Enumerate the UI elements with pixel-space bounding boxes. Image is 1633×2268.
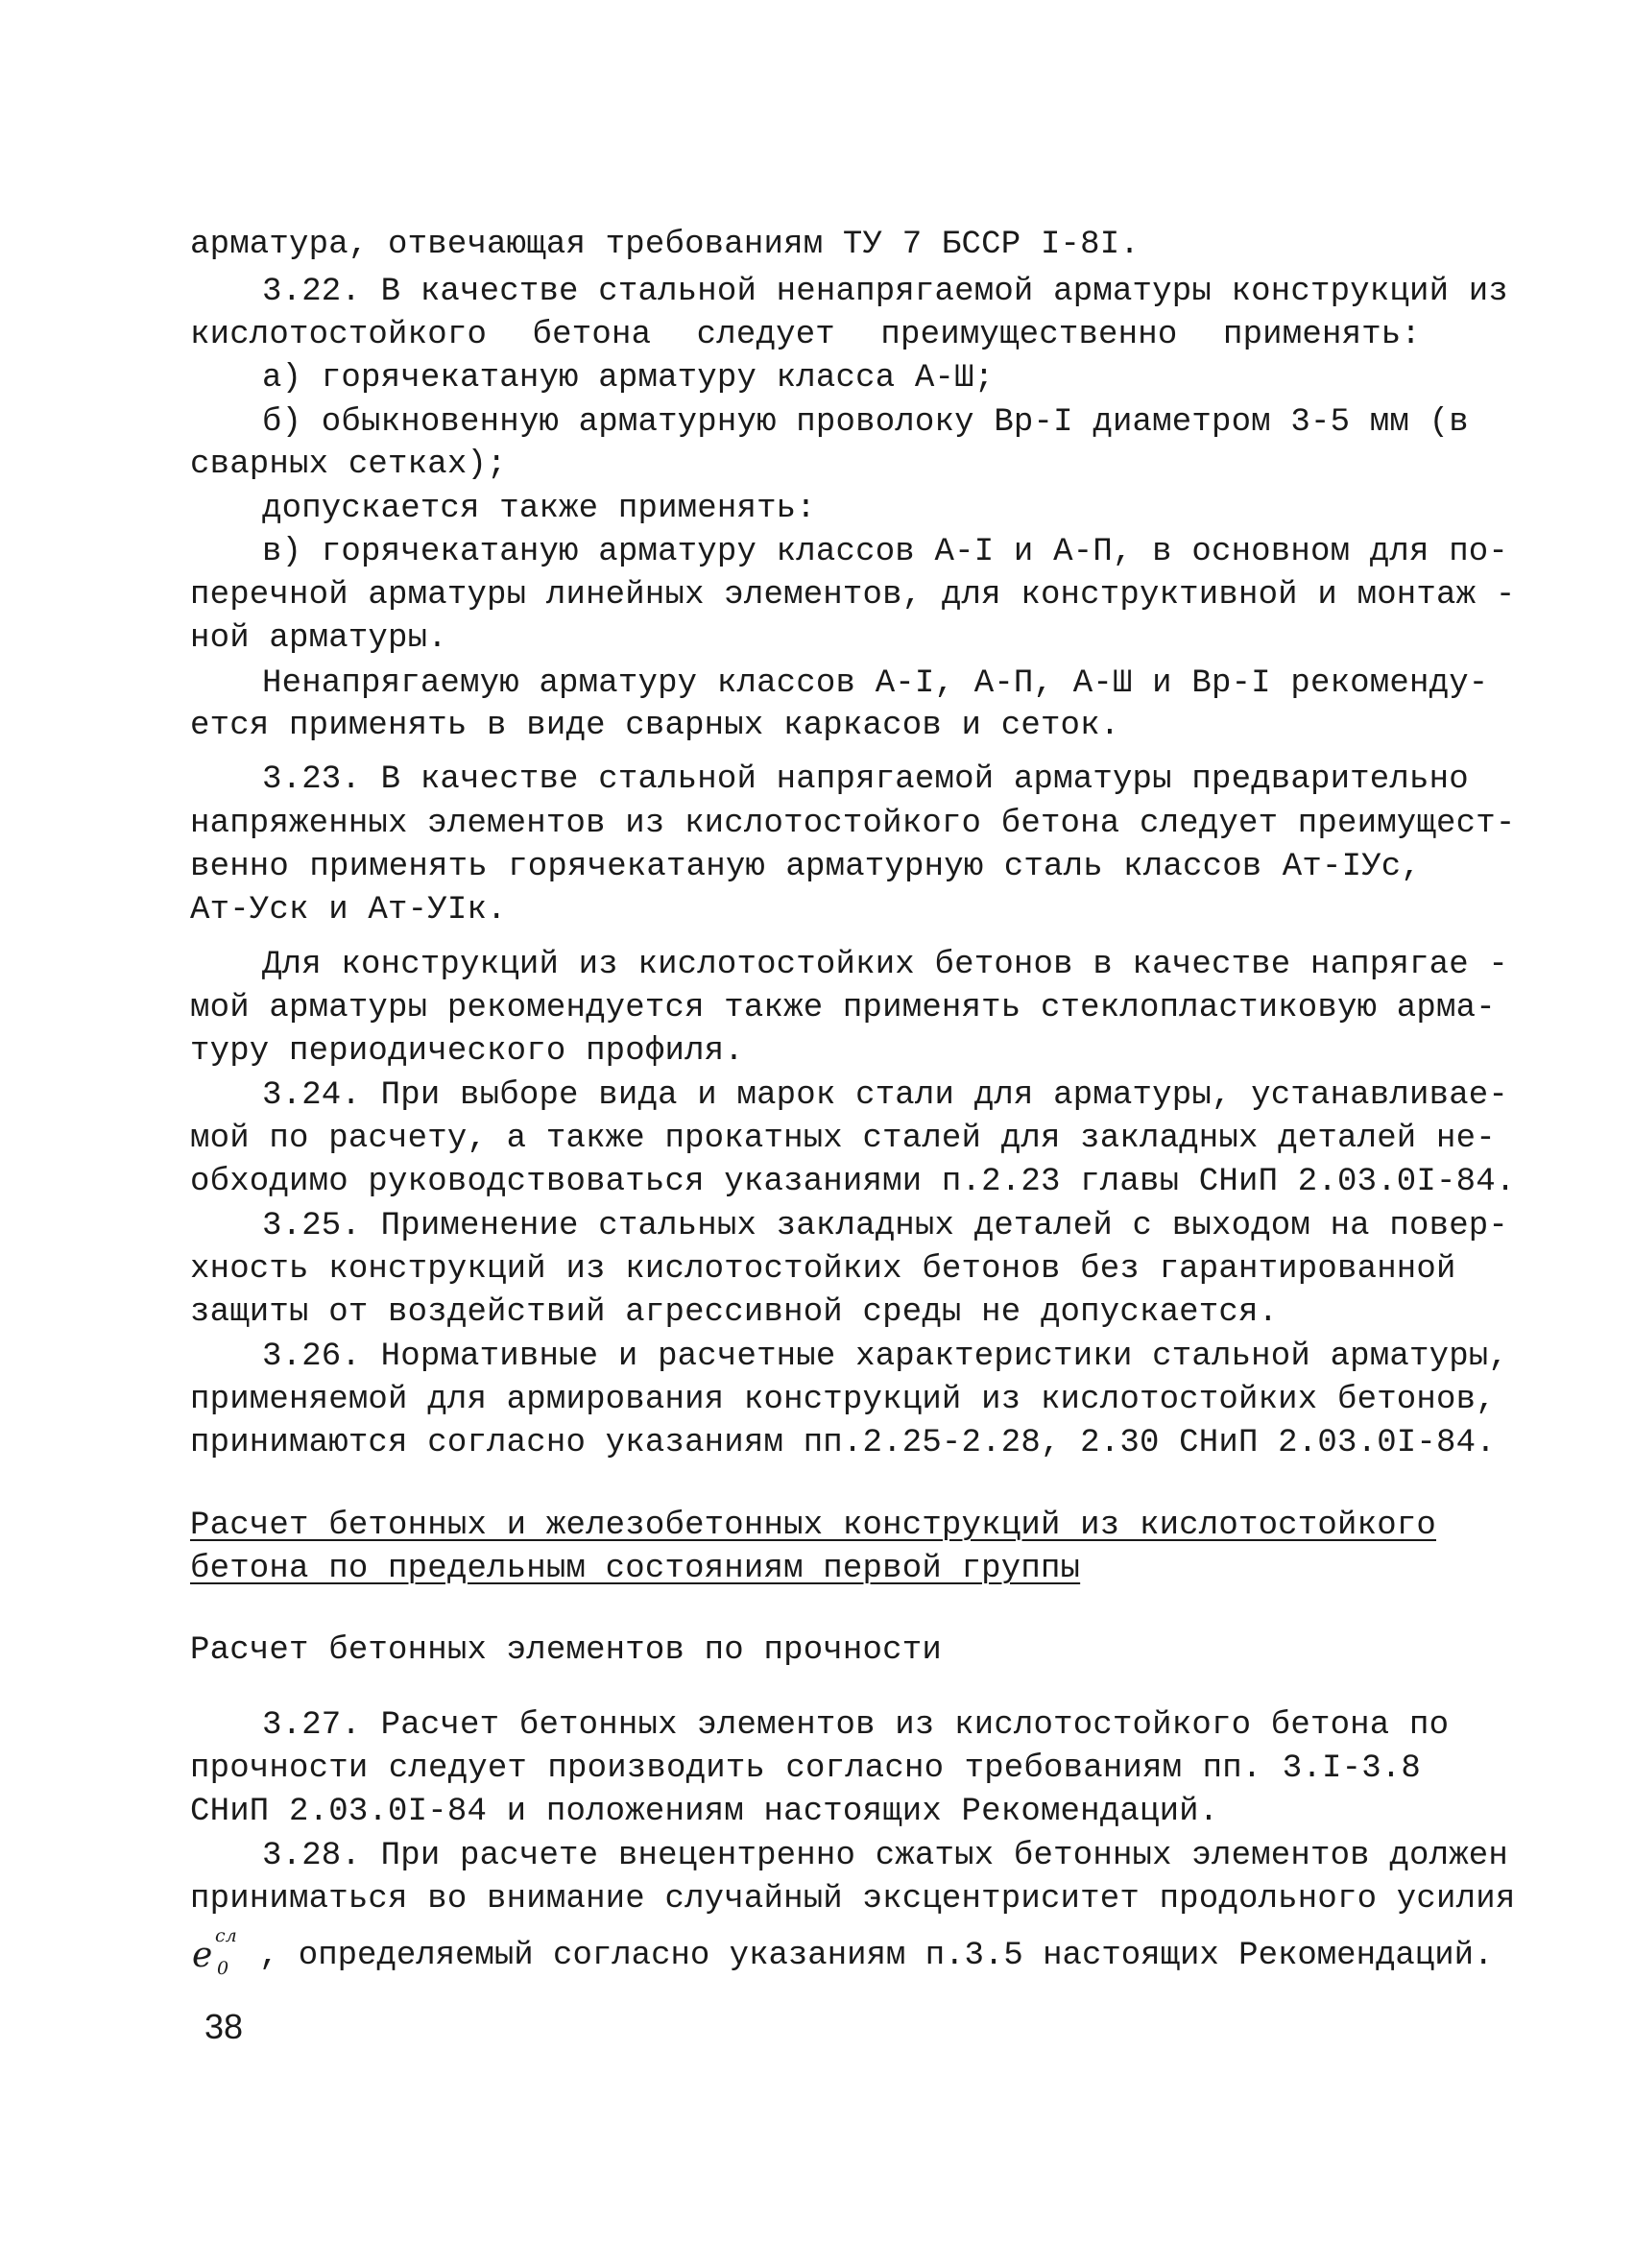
formula-subscript: 0 — [217, 1958, 229, 1979]
formula-text: , определяемый согласно указаниям п.3.5 настоящих Рекомендаций. — [259, 1938, 1494, 1974]
page-number: 38 — [204, 2007, 244, 2046]
text-line: СНиП 2.03.0I-84 и положениям настоящих Рекомендаций. — [190, 1794, 1219, 1830]
text-line: ется применять в виде сварных каркасов и сеток. — [190, 708, 1120, 744]
text-line: сварных сетках); — [190, 446, 507, 483]
paragraph-3-23-line: 3.23. В качестве стальной напрягаемой арматуры предварительно — [262, 761, 1469, 798]
text-line: Ат-Уск и Ат-УIк. — [190, 892, 507, 929]
text-line: перечной арматуры линейных элементов, для конструктивной и монтаж - — [190, 577, 1516, 614]
paragraph-3-25-line: 3.25. Применение стальных закладных деталей с выходом на повер- — [262, 1208, 1509, 1244]
paragraph-3-26-line: 3.26. Нормативные и расчетные характеристики стальной арматуры, — [262, 1339, 1509, 1375]
paragraph-3-27-line: 3.27. Расчет бетонных элементов из кислотостойкого бетона по — [262, 1707, 1450, 1744]
text-line: принимаются согласно указаниям пп.2.25-2.28, 2.30 СНиП 2.03.0I-84. — [190, 1425, 1496, 1461]
paragraph-3-28-line: 3.28. При расчете внецентренно сжатых бетонных элементов должен — [262, 1838, 1509, 1874]
text-line: кислотостойкого бетона следует преимущественно применять: — [190, 317, 1421, 353]
text-line: Для конструкций из кислотостойких бетонов в качестве напрягае - — [262, 947, 1509, 983]
list-item-a: а) горячекатаную арматуру класса А-Ш; — [262, 360, 995, 397]
text-line: применяемой для армирования конструкций из кислотостойких бетонов, — [190, 1382, 1496, 1418]
text-line: мой арматуры рекомендуется также применять стеклопластиковую арма- — [190, 990, 1496, 1026]
text-line: Ненапрягаемую арматуру классов А-I, А-П, А-Ш и Вр-I рекоменду- — [262, 665, 1489, 702]
list-item-b: б) обыкновенную арматурную проволоку Вр-I диаметром 3-5 мм (в — [262, 404, 1469, 441]
paragraph-3-22-line: 3.22. В качестве стальной ненапрягаемой арматуры конструкций из — [262, 274, 1509, 310]
eccentricity-formula — [190, 1925, 243, 1983]
subsection-heading: Расчет бетонных элементов по прочности — [190, 1632, 942, 1669]
formula-superscript: сл — [215, 1925, 237, 1946]
text-line: допускается также применять: — [262, 491, 816, 527]
formula-symbol: e — [192, 1936, 213, 1975]
list-item-v: в) горячекатаную арматуру классов А-I и А-П, в основном для по- — [262, 534, 1509, 570]
text-line: напряженных элементов из кислотостойкого бетона следует преимущест- — [190, 806, 1516, 842]
text-line: хность конструкций из кислотостойких бетонов без гарантированной — [190, 1251, 1456, 1288]
text-line: защиты от воздействий агрессивной среды не допускается. — [190, 1294, 1279, 1331]
text-line: мой по расчету, а также прокатных сталей для закладных деталей не- — [190, 1121, 1496, 1157]
text-line: обходимо руководствоваться указаниями п.2.23 главы СНиП 2.03.0I-84. — [190, 1164, 1516, 1200]
section-heading-line-2: бетона по предельным состояниям первой группы — [190, 1551, 1081, 1587]
text-line: прочности следует производить согласно требованиям пп. 3.I-3.8 — [190, 1750, 1421, 1787]
paragraph-3-24-line: 3.24. При выборе вида и марок стали для арматуры, устанавливае- — [262, 1077, 1509, 1114]
text-line: ной арматуры. — [190, 620, 447, 657]
text-line: приниматься во внимание случайный эксцентриситет продольного усилия — [190, 1881, 1516, 1918]
text-line: туру периодического профиля. — [190, 1033, 744, 1070]
text-line: венно применять горячекатаную арматурную сталь классов Ат-IУс, — [190, 849, 1421, 885]
text-line: арматура, отвечающая требованиям ТУ 7 БССР I-8I. — [190, 227, 1140, 263]
section-heading-line-1: Расчет бетонных и железобетонных конструкций из кислотостойкого — [190, 1508, 1437, 1544]
